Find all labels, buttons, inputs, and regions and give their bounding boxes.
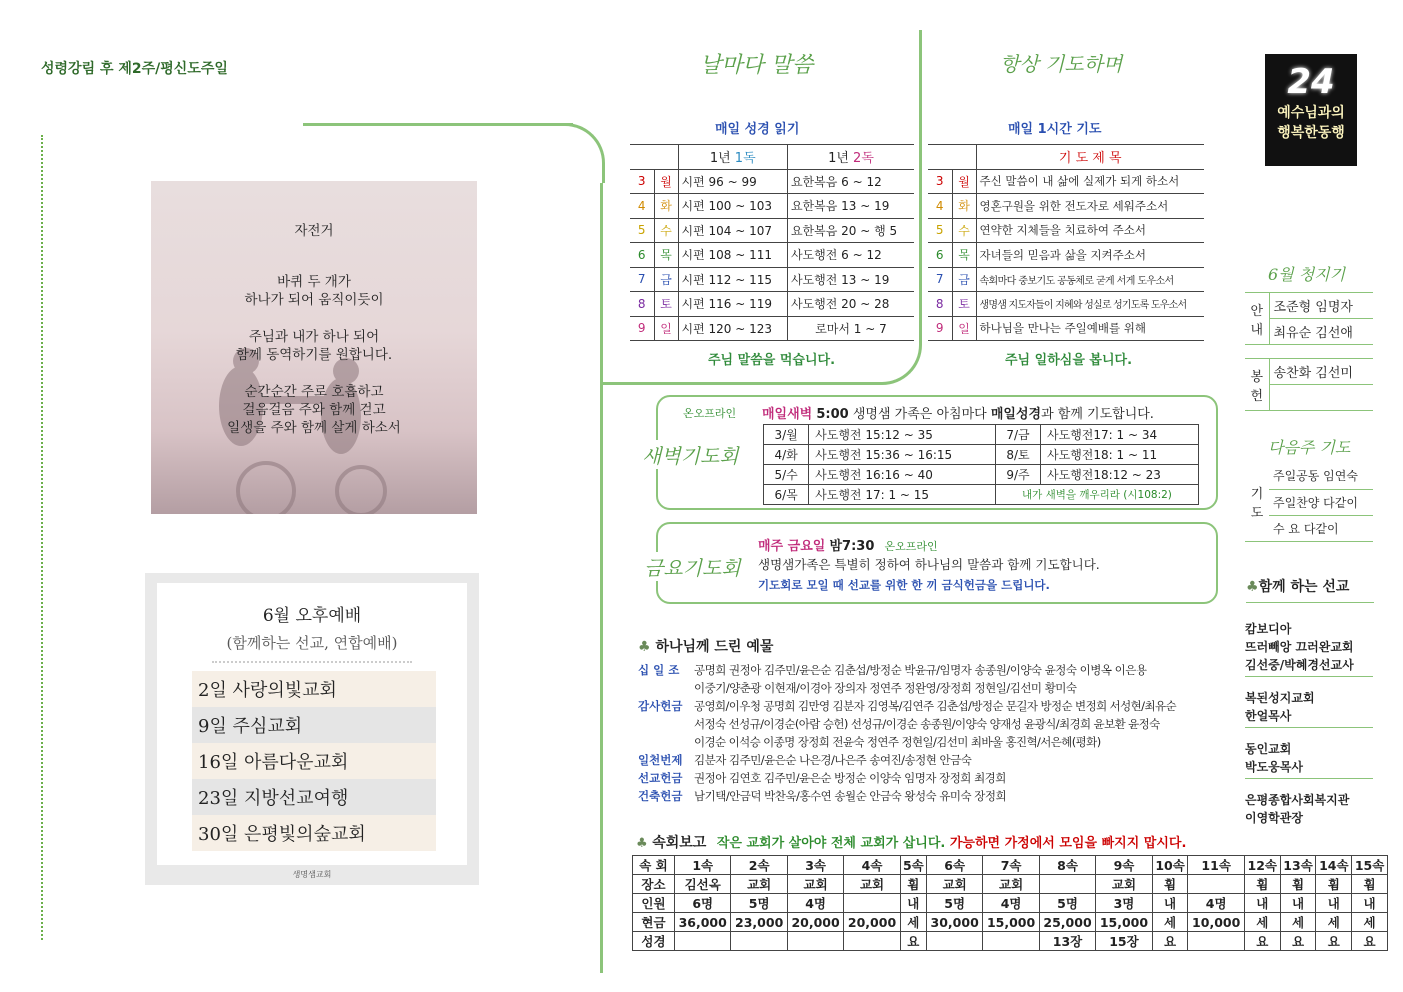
dotted-divider bbox=[41, 135, 43, 940]
cell-h: 13속 bbox=[1280, 856, 1316, 875]
cell-c: 4명 bbox=[983, 894, 1039, 913]
dawn-title: 매일새벽 bbox=[762, 407, 813, 422]
bible-reading-table bbox=[630, 144, 914, 341]
tree-icon: ♣ bbox=[636, 836, 648, 851]
cell-h: 15속 bbox=[1352, 856, 1388, 875]
cell-h: 1속 bbox=[675, 856, 731, 875]
cell-c: 현금 bbox=[633, 913, 675, 932]
dawn-label: 새벽기도회 bbox=[640, 440, 741, 469]
serve-names: 송찬화 김선미 bbox=[1269, 359, 1373, 385]
next-week-row: 수 요 다같이 bbox=[1269, 515, 1373, 541]
cell-c: 내 bbox=[900, 894, 926, 913]
offering-names: 권정아 김연호 김주민/윤은순 방정순 이양숙 임명자 장정희 최경희 bbox=[694, 771, 1006, 785]
reading-2: 사도행전 6 ~ 12 bbox=[787, 243, 914, 268]
cell-c: 세 bbox=[1316, 913, 1352, 932]
evening-item: 16일 아름다운교회 bbox=[192, 743, 436, 779]
reading-2: 요한복음 6 ~ 12 bbox=[787, 169, 914, 194]
weekday: 수 bbox=[654, 218, 678, 243]
date: 4 bbox=[630, 194, 654, 219]
poem-card bbox=[151, 181, 477, 514]
weekday: 금 bbox=[654, 267, 678, 292]
cell-h: 12속 bbox=[1244, 856, 1280, 875]
prayer-topic: 연약한 지체들을 치료하여 주소서 bbox=[976, 218, 1204, 243]
evening-footer: 생명샘교회 bbox=[292, 870, 332, 879]
cell-c: 휨 bbox=[1244, 875, 1280, 894]
cell-c: 교회 bbox=[1096, 875, 1152, 894]
cell-c: 교회 bbox=[983, 875, 1039, 894]
dawn-day: 3/월 bbox=[764, 425, 809, 445]
reading-1: 시편 116 ~ 119 bbox=[678, 292, 787, 317]
cell-c: 6명 bbox=[675, 894, 731, 913]
cell-c: 5명 bbox=[1039, 894, 1095, 913]
daily-subheading: 매일 성경 읽기 bbox=[715, 122, 800, 137]
page-title: 성령강림 후 제2주/평신도주일 bbox=[41, 61, 228, 77]
date: 9 bbox=[928, 316, 952, 341]
cell-c: 세 bbox=[1152, 913, 1188, 932]
reading-2: 요한복음 13 ~ 19 bbox=[787, 194, 914, 219]
cell-h: 2속 bbox=[731, 856, 787, 875]
friday-title: 매주 금요일 bbox=[758, 539, 826, 554]
prayer-topic: 자녀들의 믿음과 삶을 지켜주소서 bbox=[976, 243, 1204, 268]
dawn-desc: 과 함께 기도합니다. bbox=[1041, 407, 1154, 422]
dawn-reading: 사도행전 15:12 ~ 35 bbox=[809, 425, 996, 445]
offering-heading: 하나님께 드린 예물 bbox=[655, 639, 774, 655]
dawn-reading: 사도행전 15:36 ~ 16:15 bbox=[809, 445, 996, 465]
cell-h: 3속 bbox=[787, 856, 843, 875]
date: 5 bbox=[928, 218, 952, 243]
date: 7 bbox=[630, 267, 654, 292]
cell-heading-row bbox=[636, 832, 1186, 852]
evening-item: 30일 은평빛의숲교회 bbox=[192, 815, 436, 851]
cell-note: 작은 교회가 살아야 전체 교회가 삽니다. bbox=[716, 836, 950, 851]
cell-c: 내 bbox=[1280, 894, 1316, 913]
cell-c bbox=[926, 932, 982, 951]
cell-h: 5속 bbox=[900, 856, 926, 875]
prayer-topic: 속회마다 중보기도 공동체로 굳게 서게 도우소서 bbox=[976, 267, 1204, 292]
cell-c: 내 bbox=[1152, 894, 1188, 913]
cell-c: 20,000 bbox=[844, 913, 900, 932]
friday-label: 금요기도회 bbox=[642, 552, 743, 581]
cell-c bbox=[675, 932, 731, 951]
dawn-online: 온오프라인 bbox=[683, 407, 737, 420]
cell-c: 휨 bbox=[1316, 875, 1352, 894]
dawn-reading: 사도행전18:12 ~ 23 bbox=[1041, 465, 1199, 485]
date: 3 bbox=[630, 169, 654, 194]
guide-names: 조준형 임명자 bbox=[1269, 293, 1373, 319]
steward-table bbox=[1245, 292, 1373, 411]
evening-title: 6월 오후예배 bbox=[262, 606, 362, 626]
friday-note: 기도회로 모일 때 선교를 위한 한 끼 금식헌금을 드립니다. bbox=[758, 578, 1050, 592]
next-week-table bbox=[1245, 463, 1373, 542]
weekday: 일 bbox=[654, 316, 678, 341]
cell-c: 23,000 bbox=[731, 913, 787, 932]
cell-report-table bbox=[632, 855, 1388, 951]
cell-c: 교회 bbox=[787, 875, 843, 894]
cell-c bbox=[731, 932, 787, 951]
offering-names: 공명희 권정아 김주민/윤은순 김춘섭/방정순 박윤규/임명자 송종원/이양숙 윤정숙 이병옥 이은용 bbox=[694, 663, 1147, 677]
poem-curve bbox=[560, 123, 605, 183]
weekday: 목 bbox=[952, 243, 976, 268]
weekday: 월 bbox=[654, 169, 678, 194]
poem-stanza: 주님과 내가 하나 되어 함께 동역하기를 원합니다. bbox=[235, 329, 393, 363]
serve-names bbox=[1269, 385, 1373, 411]
cell-c: 세 bbox=[1244, 913, 1280, 932]
weekday: 화 bbox=[654, 194, 678, 219]
cell-c: 요 bbox=[1244, 932, 1280, 951]
friday-time: 밤7:30 bbox=[829, 539, 875, 554]
cell-c: 5명 bbox=[926, 894, 982, 913]
top-rule bbox=[303, 123, 573, 126]
date: 8 bbox=[928, 292, 952, 317]
prayer-topic: 하나님을 만나는 주일예배를 위해 bbox=[976, 316, 1204, 341]
dawn-bold: 매일성경 bbox=[990, 407, 1042, 422]
offering-heading-row bbox=[638, 636, 773, 656]
offering-names: 서정숙 선성규/이경순(아람 승헌) 선성규/이경순 송종원/이양숙 양재성 윤광식/최경희 윤보환 윤정숙 bbox=[694, 717, 1160, 731]
guide-label: 안내 bbox=[1245, 293, 1269, 345]
cell-c: 휨 bbox=[1280, 875, 1316, 894]
dawn-reading: 사도행전 16:16 ~ 40 bbox=[809, 465, 996, 485]
offering-type: 십 일 조 bbox=[638, 663, 680, 677]
prayer-topic: 생명샘 지도자들이 지혜와 성실로 성기도록 도우소서 bbox=[976, 292, 1204, 317]
evening-subtitle: (함께하는 선교, 연합예배) bbox=[226, 634, 398, 652]
col-label: 1년 bbox=[828, 151, 854, 167]
weekday: 월 bbox=[952, 169, 976, 194]
daily-footer: 주님 말씀을 먹습니다. bbox=[708, 353, 836, 368]
offering-list bbox=[638, 661, 1238, 805]
cell-c: 3명 bbox=[1096, 894, 1152, 913]
date: 8 bbox=[630, 292, 654, 317]
mission-item: 동인교회 박도웅목사 bbox=[1245, 740, 1373, 779]
offering-names: 공영희/이우청 공명희 김만영 김분자 김영복/김연주 김춘섭/방정순 문길자 방정순 변정희 서성현/최유순 bbox=[694, 699, 1176, 713]
cell-c bbox=[1039, 875, 1095, 894]
dawn-day: 5/수 bbox=[764, 465, 809, 485]
cell-c: 휨 bbox=[1152, 875, 1188, 894]
weekday: 수 bbox=[952, 218, 976, 243]
campaign-logo bbox=[1265, 54, 1357, 166]
prayer-topic: 영혼구원을 위한 전도자로 세워주소서 bbox=[976, 194, 1204, 219]
weekday: 토 bbox=[952, 292, 976, 317]
offering-type: 일천번제 bbox=[638, 753, 683, 767]
cell-c: 4명 bbox=[1188, 894, 1244, 913]
offering-type: 건축헌금 bbox=[638, 789, 683, 803]
cell-c: 15,000 bbox=[983, 913, 1039, 932]
reading-2: 사도행전 13 ~ 19 bbox=[787, 267, 914, 292]
reading-2: 로마서 1 ~ 7 bbox=[787, 316, 914, 341]
cell-note-accent: 가능하면 가정에서 모임을 빠지지 맙시다. bbox=[949, 836, 1187, 851]
friday-desc: 생명샘가족은 특별히 정하여 하나님의 말씀과 함께 기도합니다. bbox=[758, 557, 1100, 572]
dawn-day: 9/주 bbox=[995, 465, 1040, 485]
weekday: 화 bbox=[952, 194, 976, 219]
cell-h: 8속 bbox=[1039, 856, 1095, 875]
next-week-heading: 다음주 기도 bbox=[1268, 438, 1351, 457]
prayer-topics-table bbox=[928, 144, 1204, 341]
offering-type: 감사헌금 bbox=[638, 699, 683, 713]
reading-2: 요한복음 20 ~ 행 5 bbox=[787, 218, 914, 243]
cell-c: 세 bbox=[900, 913, 926, 932]
cell-c bbox=[1188, 875, 1244, 894]
offering-names: 남기택/안금덕 박찬욱/홍수연 송월순 안금숙 왕성숙 유미숙 장정희 bbox=[694, 789, 1007, 803]
tree-icon: ♣ bbox=[1246, 579, 1259, 595]
date: 7 bbox=[928, 267, 952, 292]
prayer-footer: 주님 일하심을 봅니다. bbox=[1005, 353, 1133, 368]
cell-c: 내 bbox=[1352, 894, 1388, 913]
date: 4 bbox=[928, 194, 952, 219]
weekday: 금 bbox=[952, 267, 976, 292]
cell-c bbox=[844, 932, 900, 951]
guide-names: 최유순 김선애 bbox=[1269, 319, 1373, 345]
mission-item: 캄보디아 뜨러빼앙 끄러완교회 김선중/박혜경선교사 bbox=[1245, 620, 1373, 677]
reading-1: 시편 112 ~ 115 bbox=[678, 267, 787, 292]
cell-c: 30,000 bbox=[926, 913, 982, 932]
next-week-row: 주일찬양 다같이 bbox=[1269, 489, 1373, 515]
cell-c: 성경 bbox=[633, 932, 675, 951]
dawn-day: 7/금 bbox=[995, 425, 1040, 445]
evening-item: 9일 주심교회 bbox=[192, 707, 436, 743]
cell-h: 속 회 bbox=[633, 856, 675, 875]
cell-c: 4명 bbox=[787, 894, 843, 913]
cell-c: 5명 bbox=[731, 894, 787, 913]
evening-schedule bbox=[192, 671, 436, 851]
cell-c: 휨 bbox=[1352, 875, 1388, 894]
reading-1: 시편 108 ~ 111 bbox=[678, 243, 787, 268]
dawn-day: 4/화 bbox=[764, 445, 809, 465]
weekday: 토 bbox=[654, 292, 678, 317]
cell-c: 장소 bbox=[633, 875, 675, 894]
cell-c: 요 bbox=[900, 932, 926, 951]
cell-c bbox=[983, 932, 1039, 951]
cell-heading: 속회보고 bbox=[652, 835, 707, 851]
mission-item: 은평종합사회복지관 이영학관장 bbox=[1245, 793, 1350, 825]
cell-c: 요 bbox=[1352, 932, 1388, 951]
offering-names: 이중기/양춘광 이현재/이경아 장의자 정연주 정완영/장정희 정현일/김선미 황미숙 bbox=[694, 681, 1077, 695]
cell-h: 11속 bbox=[1188, 856, 1244, 875]
cell-c: 36,000 bbox=[675, 913, 731, 932]
cell-c: 세 bbox=[1280, 913, 1316, 932]
weekday: 일 bbox=[952, 316, 976, 341]
logo-number: 24 bbox=[1287, 62, 1335, 102]
cell-c bbox=[1188, 932, 1244, 951]
date: 9 bbox=[630, 316, 654, 341]
reading-1: 시편 100 ~ 103 bbox=[678, 194, 787, 219]
cell-h: 4속 bbox=[844, 856, 900, 875]
steward-heading: 6월 청지기 bbox=[1268, 265, 1346, 284]
offering-names: 김분자 김주민/윤은순 나은경/나은주 송여진/송정현 안금숙 bbox=[694, 753, 972, 767]
cell-c: 내 bbox=[1244, 894, 1280, 913]
next-week-label: 기도 bbox=[1245, 463, 1269, 541]
tree-icon: ♣ bbox=[638, 639, 651, 655]
cell-c: 인원 bbox=[633, 894, 675, 913]
dawn-verse: 내가 새벽을 깨우리라 (시108:2) bbox=[995, 485, 1198, 505]
dawn-reading: 사도행전 17: 1 ~ 15 bbox=[809, 485, 996, 505]
col-label-accent: 2독 bbox=[853, 151, 874, 167]
next-week-row: 주일공동 임연숙 bbox=[1269, 463, 1373, 489]
cell-c bbox=[787, 932, 843, 951]
cell-c: 김선옥 bbox=[675, 875, 731, 894]
cell-c: 요 bbox=[1280, 932, 1316, 951]
logo-line1: 예수님과의 bbox=[1277, 105, 1345, 121]
cell-c: 10,000 bbox=[1188, 913, 1244, 932]
weekday: 목 bbox=[654, 243, 678, 268]
reading-1: 시편 96 ~ 99 bbox=[678, 169, 787, 194]
dawn-reading: 사도행전18: 1 ~ 11 bbox=[1041, 445, 1199, 465]
mission-heading: 함께 하는 선교 bbox=[1258, 579, 1350, 595]
dawn-day: 6/목 bbox=[764, 485, 809, 505]
prayer-topic: 주신 말씀이 내 삶에 실제가 되게 하소서 bbox=[976, 169, 1204, 194]
cell-h: 10속 bbox=[1152, 856, 1188, 875]
poem-title: 자전거 bbox=[294, 223, 334, 239]
mission-list bbox=[1245, 620, 1373, 827]
col-label-accent: 1독 bbox=[734, 151, 756, 167]
cell-h: 14속 bbox=[1316, 856, 1352, 875]
cell-h: 7속 bbox=[983, 856, 1039, 875]
poem-stanza: 바퀴 두 개가 하나가 되어 움직이듯이 bbox=[244, 274, 384, 308]
offering-type: 선교헌금 bbox=[638, 771, 683, 785]
prayer-heading: 항상 기도하며 bbox=[1000, 52, 1123, 76]
daily-heading: 날마다 말씀 bbox=[700, 53, 814, 78]
date: 6 bbox=[630, 243, 654, 268]
cell-c: 13장 bbox=[1039, 932, 1095, 951]
cell-c: 15,000 bbox=[1096, 913, 1152, 932]
mission-heading-row bbox=[1246, 576, 1374, 603]
friday-online: 온오프라인 bbox=[884, 540, 938, 553]
logo-line2: 행복한동행 bbox=[1277, 125, 1345, 141]
dawn-headline bbox=[762, 403, 1154, 422]
evening-item: 2일 사랑의빛교회 bbox=[192, 671, 436, 707]
serve-label: 봉헌 bbox=[1245, 359, 1269, 411]
mission-item: 복된성지교회 한얼목사 bbox=[1245, 689, 1373, 728]
cell-h: 6속 bbox=[926, 856, 982, 875]
dawn-schedule-table bbox=[763, 424, 1199, 505]
cell-c: 내 bbox=[1316, 894, 1352, 913]
evening-service-card bbox=[145, 573, 479, 885]
dawn-reading: 사도행전17: 1 ~ 34 bbox=[1041, 425, 1199, 445]
cell-c: 세 bbox=[1352, 913, 1388, 932]
cell-h: 9속 bbox=[1096, 856, 1152, 875]
dawn-day: 8/토 bbox=[995, 445, 1040, 465]
evening-item: 23일 지방선교여행 bbox=[192, 779, 436, 815]
reading-2: 사도행전 20 ~ 28 bbox=[787, 292, 914, 317]
reading-1: 시편 120 ~ 123 bbox=[678, 316, 787, 341]
cell-c: 25,000 bbox=[1039, 913, 1095, 932]
offering-names: 이경순 이석승 이종명 장정희 전윤숙 정연주 정현일/김선미 최바울 홍진혁/서은혜(평화) bbox=[694, 735, 1101, 749]
cell-c: 교회 bbox=[844, 875, 900, 894]
cell-c: 교회 bbox=[731, 875, 787, 894]
dawn-desc: 생명샘 가족은 아침마다 bbox=[852, 407, 991, 422]
dawn-time: 5:00 bbox=[816, 407, 849, 422]
col-label: 1년 bbox=[709, 151, 735, 167]
date: 6 bbox=[928, 243, 952, 268]
reading-1: 시편 104 ~ 107 bbox=[678, 218, 787, 243]
cell-c: 20,000 bbox=[787, 913, 843, 932]
cell-c: 교회 bbox=[926, 875, 982, 894]
prayer-subheading: 매일 1시간 기도 bbox=[1008, 122, 1102, 137]
poem-stanza: 순간순간 주로 호흡하고 걸음걸음 주와 함께 걷고 일생을 주와 함께 살게 하소서 bbox=[227, 384, 401, 436]
date: 5 bbox=[630, 218, 654, 243]
cell-c: 요 bbox=[1152, 932, 1188, 951]
date: 3 bbox=[928, 169, 952, 194]
friday-headline bbox=[758, 535, 938, 554]
cell-c: 휨 bbox=[900, 875, 926, 894]
prayer-col-header: 기 도 제 목 bbox=[976, 145, 1204, 170]
cell-c: 요 bbox=[1316, 932, 1352, 951]
cell-c: 15장 bbox=[1096, 932, 1152, 951]
cell-c bbox=[844, 894, 900, 913]
